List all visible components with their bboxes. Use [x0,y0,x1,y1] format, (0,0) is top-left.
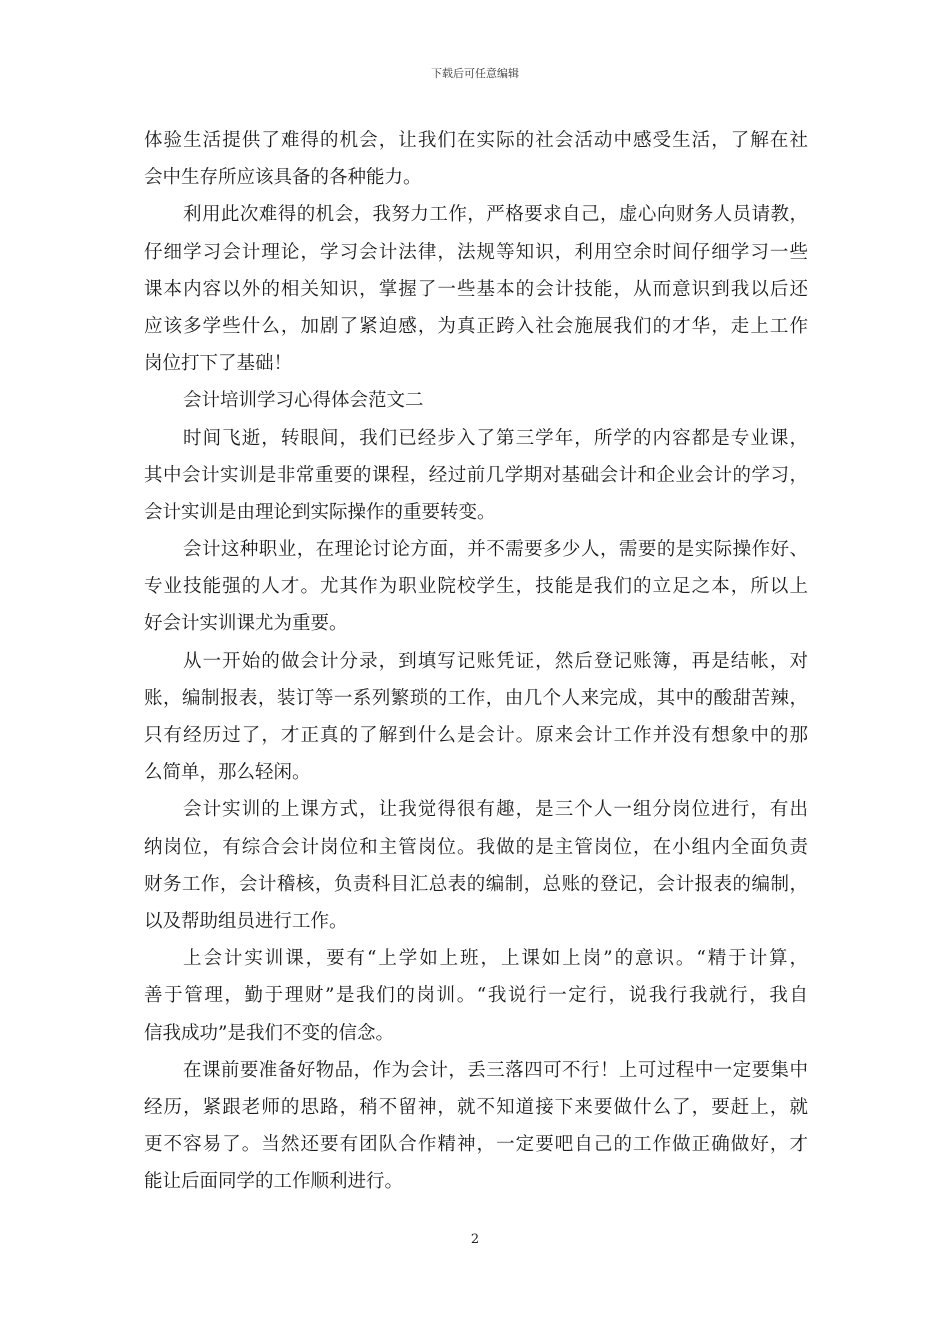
section-title [144,382,808,419]
text-line: 在课前要准备好物品，作为会计，丢三落四可不行！上可过程中一定要集中 [183,1059,808,1081]
paragraph [144,531,808,643]
text-line: 么简单，那么轻闲。 [144,762,311,784]
text-line: 以及帮助组员进行工作。 [144,910,348,932]
text-line: 专业技能强的人才。尤其作为职业院校学生，技能是我们的立足之本，所以上 [144,576,808,598]
text-line: 账，编制报表，装订等一系列繁琐的工作，由几个人来完成，其中的酸甜苦辣， [144,687,808,709]
paragraph [144,1052,808,1201]
text-line: 从一开始的做会计分录，到填写记账凭证，然后登记账簿，再是结帐，对 [183,650,808,672]
text-line: 其中会计实训是非常重要的课程，经过前几学期对基础会计和企业会计的学习， [144,464,808,486]
text-line: 会计实训的上课方式，让我觉得很有趣，是三个人一组分岗位进行，有出 [183,799,808,821]
text-line: 会计培训学习心得体会范文二 [183,390,424,412]
document-body [144,122,808,1200]
paragraph [144,791,808,940]
text-line: 善于管理，勤于理财”是我们的岗训。“我说行一定行，说我行我就行，我自 [144,985,808,1007]
text-line: 好会计实训课尤为重要。 [144,613,348,635]
page-number: 2 [470,1232,480,1247]
paragraph [144,122,808,196]
text-line: 利用此次难得的机会，我努力工作，严格要求自己，虚心向财务人员请教， [183,204,808,226]
page-header: 下载后可任意编辑 [431,67,519,80]
text-line: 会计这种职业，在理论讨论方面，并不需要多少人，需要的是实际操作好、 [183,539,808,561]
paragraph [144,643,808,792]
text-line: 上会计实训课，要有“上学如上班，上课如上岗”的意识。“精于计算， [183,948,808,970]
paragraph [144,196,808,382]
text-line: 财务工作，会计稽核，负责科目汇总表的编制，总账的登记，会计报表的编制， [144,873,808,895]
text-line: 时间飞逝，转眼间，我们已经步入了第三学年，所学的内容都是专业课， [183,427,808,449]
text-line: 会中生存所应该具备的各种能力。 [144,167,422,189]
text-line: 能让后面同学的工作顺利进行。 [144,1171,404,1193]
text-line: 会计实训是由理论到实际操作的重要转变。 [144,501,496,523]
text-line: 岗位打下了基础！ [144,353,293,375]
text-line: 纳岗位，有综合会计岗位和主管岗位。我做的是主管岗位，在小组内全面负责 [144,836,808,858]
text-line: 课本内容以外的相关知识，掌握了一些基本的会计技能，从而意识到我以后还 [144,278,808,300]
text-line: 仔细学习会计理论，学习会计法律，法规等知识，利用空余时间仔细学习一些 [144,241,808,263]
text-line: 应该多学些什么，加剧了紧迫感，为真正跨入社会施展我们的才华，走上工作 [144,315,808,337]
text-line: 更不容易了。当然还要有团队合作精神，一定要吧自己的工作做正确做好，才 [144,1134,808,1156]
text-line: 只有经历过了，才正真的了解到什么是会计。原来会计工作并没有想象中的那 [144,725,808,746]
paragraph [144,420,808,532]
paragraph [144,940,808,1052]
text-line: 体验生活提供了难得的机会，让我们在实际的社会活动中感受生活，了解在社 [144,130,808,151]
text-line: 经历，紧跟老师的思路，稍不留神，就不知道接下来要做什么了，要赶上，就 [144,1096,808,1118]
text-line: 信我成功”是我们不变的信念。 [144,1022,394,1044]
